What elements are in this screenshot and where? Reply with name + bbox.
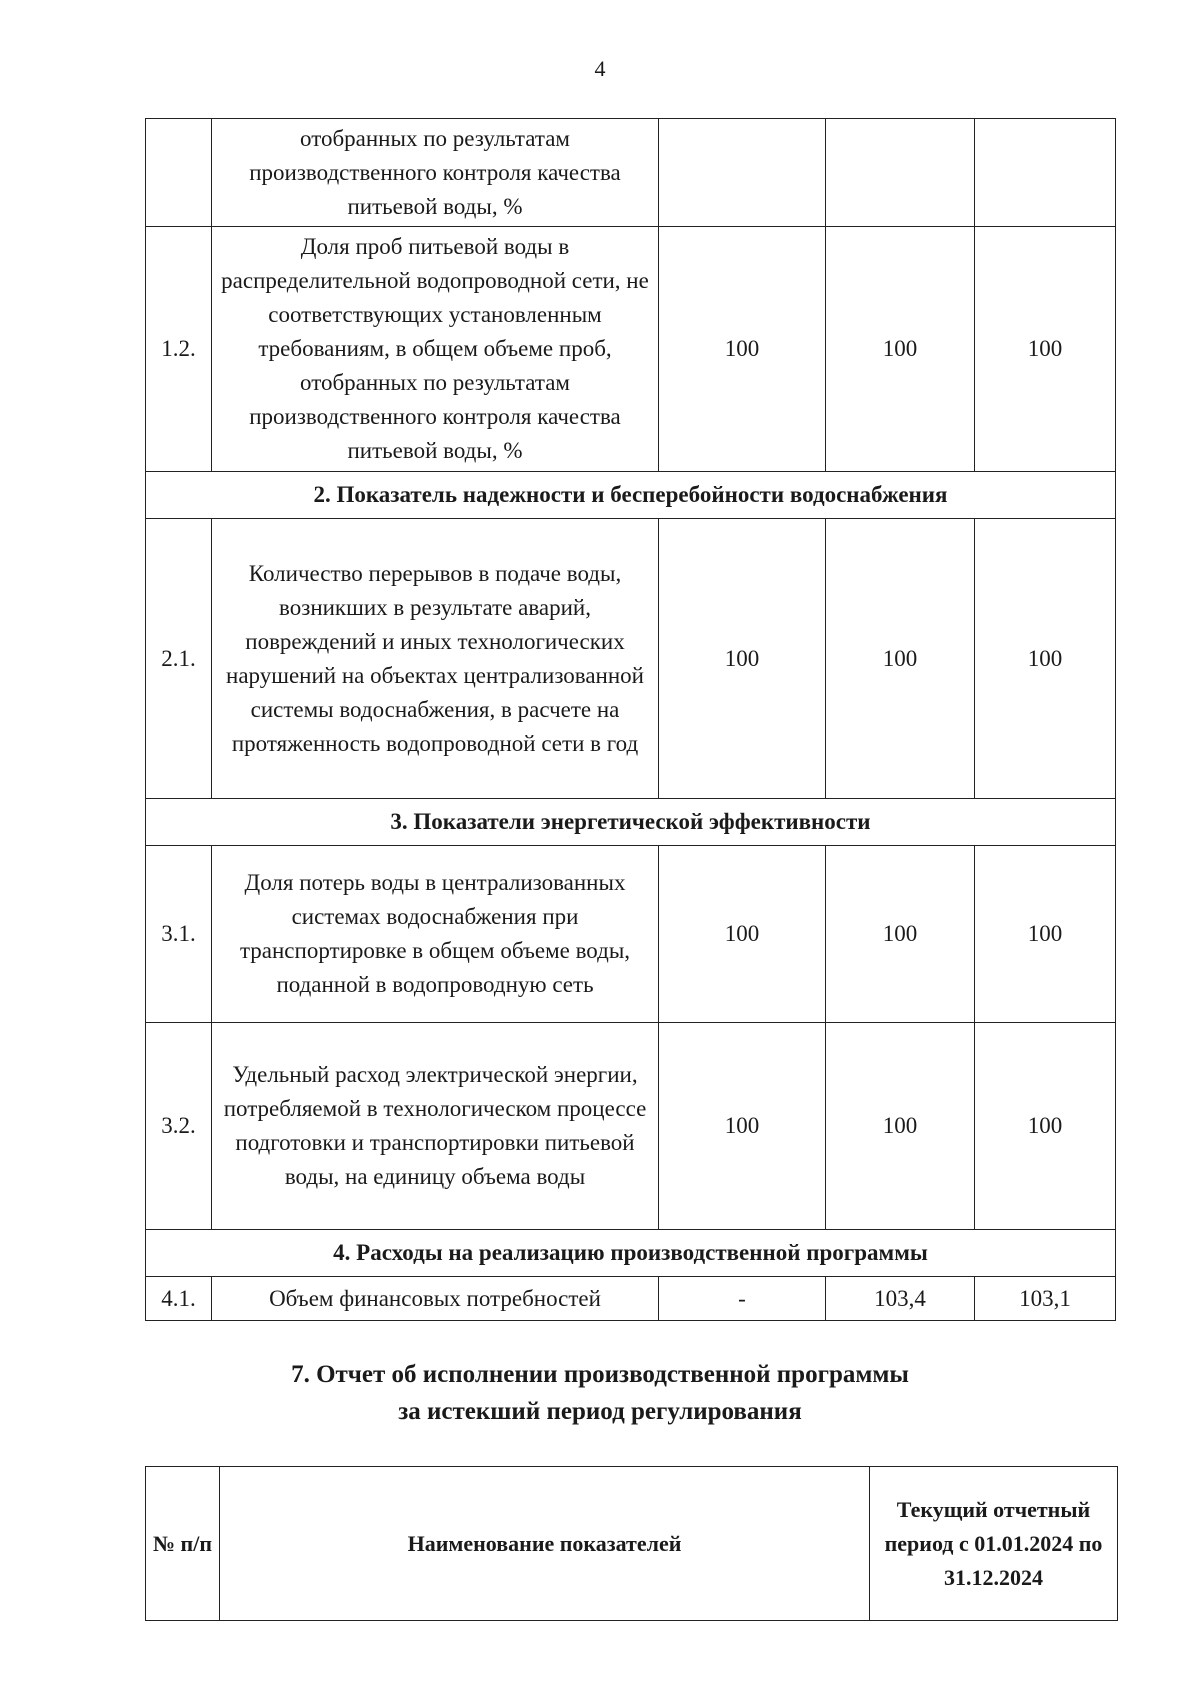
value-cell: 103,4 [826,1277,975,1321]
value-cell: 100 [826,846,975,1023]
table-row [146,1277,1116,1321]
value-cell: 100 [659,227,826,472]
row-number: 3.1. [146,846,212,1023]
heading-line: за истекший период регулирования [398,1398,802,1425]
report-table [145,1466,1118,1621]
table-row [146,519,1116,799]
value-cell: 100 [826,227,975,472]
column-header-number: № п/п [146,1467,220,1621]
value-cell: 100 [659,846,826,1023]
section-title: 2. Показатель надежности и бесперебойности водоснабжения [146,472,1116,519]
indicators-table [145,118,1116,1321]
value-cell [659,119,826,227]
section-row [146,1230,1116,1277]
value-cell: 100 [659,1023,826,1230]
value-cell: - [659,1277,826,1321]
table-row [146,227,1116,472]
value-cell: 100 [659,519,826,799]
table-row [146,846,1116,1023]
value-cell [826,119,975,227]
section-title: 3. Показатели энергетической эффективности [146,799,1116,846]
value-cell: 100 [826,519,975,799]
row-number: 4.1. [146,1277,212,1321]
column-header-name: Наименование показателей [220,1467,870,1621]
heading-line: 7. Отчет об исполнении производственной программы [291,1361,909,1388]
row-number: 1.2. [146,227,212,472]
indicator-name: Объем финансовых потребностей [212,1277,659,1321]
page-number: 4 [594,56,606,81]
value-cell: 100 [975,519,1116,799]
value-cell: 100 [975,846,1116,1023]
row-number: 2.1. [146,519,212,799]
column-header-period: Текущий отчетный период с 01.01.2024 по 31.12.2024 [870,1467,1118,1621]
indicator-name: отобранных по результатам производственного контроля качества питьевой воды, % [212,119,659,227]
value-cell [975,119,1116,227]
value-cell: 100 [975,1023,1116,1230]
table-row [146,119,1116,227]
indicator-name: Доля проб питьевой воды в распределительной водопроводной сети, не соответствующих установленным требованиям, в общем объеме проб, отобранных по результатам производственного контроля качества питьевой воды, % [212,227,659,472]
section-row [146,799,1116,846]
row-number [146,119,212,227]
value-cell: 100 [826,1023,975,1230]
section-heading [0,1356,1200,1430]
table-header-row [146,1467,1118,1621]
table-row [146,1023,1116,1230]
row-number: 3.2. [146,1023,212,1230]
value-cell: 100 [975,227,1116,472]
section-title: 4. Расходы на реализацию производственной программы [146,1230,1116,1277]
indicator-name: Доля потерь воды в централизованных системах водоснабжения при транспортировке в общем объеме воды, поданной в водопроводную сеть [212,846,659,1023]
indicator-name: Количество перерывов в подаче воды, возникших в результате аварий, повреждений и иных технологических нарушений на объектах централизованной системы водоснабжения, в расчете на протяженность водопроводной сети в год [212,519,659,799]
indicator-name: Удельный расход электрической энергии, потребляемой в технологическом процессе подготовки и транспортировки питьевой воды, на единицу объема воды [212,1023,659,1230]
value-cell: 103,1 [975,1277,1116,1321]
section-row [146,472,1116,519]
